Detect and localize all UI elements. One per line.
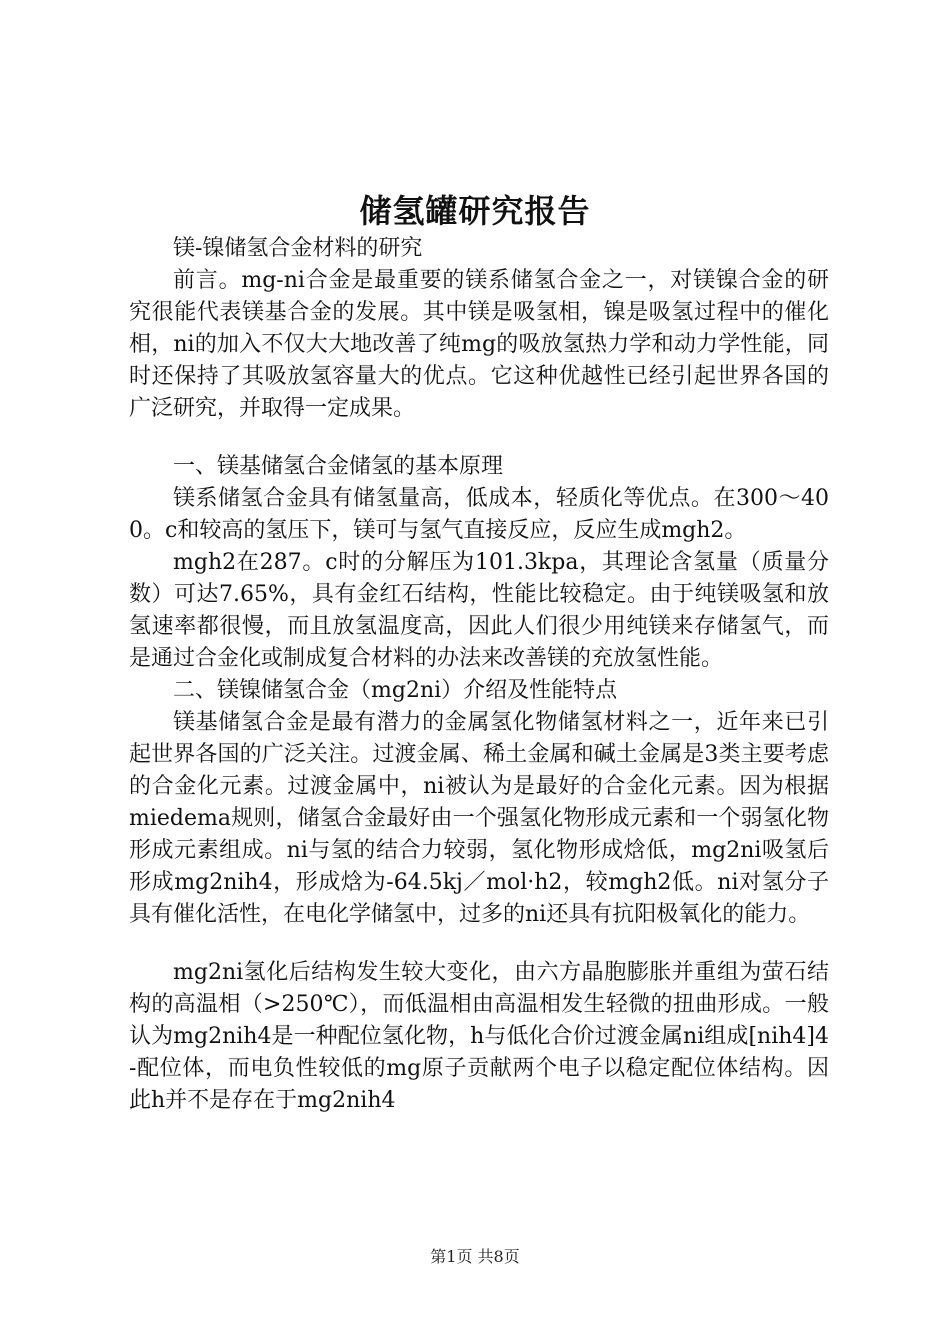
subtitle: 镁-镍储氢合金材料的研究 [173,236,423,261]
paragraph-principle: 镁系储氢合金具有储氢量高，低成本，轻质化等优点。在300～400。c和较高的氢压下，镁可与氢气直接反应，反应生成mgh2。 [129,486,829,543]
paragraph-mg2ni-structure: mg2ni氢化后结构发生较大变化，由六方晶胞膨胀并重组为萤石结构的高温相（>250℃），而低温相由高温相发生轻微的扭曲形成。一般认为mg2nih4是一种配位氢化物，h与低化合价过渡金属ni组成[nih4]4-配位体，而电负性较低的mg原子贡献两个电子以稳定配位体结构。因此h并不是存在于mg2nih4 [129,960,829,1113]
paragraph-gap [129,425,829,451]
paragraph-mg-alloys: 镁基储氢合金是最有潜力的金属氢化物储氢材料之一，近年来已引起世界各国的广泛关注。过渡金属、稀土金属和碱土金属是3类主要考虑的合金化元素。过渡金属中，ni被认为是最好的合金化元素。因为根据miedema规则，储氢合金最好由一个强氢化物形成元素和一个弱氢化物形成元素组成。ni与氢的结合力较弱，氢化物形成焓低，mg2ni吸氢后形成mg2nih4，形成焓为-64.5kj／mol·h2，较mgh2低。ni对氢分子具有催化活性，在电化学储氢中，过多的ni还具有抗阳极氧化的能力。 [129,710,829,927]
section-heading-1: 一、镁基储氢合金储氢的基本原理 [173,454,504,479]
paragraph-mgh2: mgh2在287。c时的分解压为101.3kpa，其理论含氢量（质量分数）可达7.65%，具有金红石结构，性能比较稳定。由于纯镁吸氢和放氢速率都很慢，而且放氢温度高，因此人们很少用纯镁来存储氢气，而是通过合金化或制成复合材料的办法来改善镁的充放氢性能。 [129,550,829,671]
section-heading-2: 二、镁镍储氢合金（mg2ni）介绍及性能特点 [173,678,618,703]
paragraph-preface: 前言。mg-ni合金是最重要的镁系储氢合金之一，对镁镍合金的研究很能代表镁基合金的发展。其中镁是吸氢相，镍是吸氢过程中的催化相，ni的加入不仅大大地改善了纯mg的吸放氢热力学和动力学性能，同时还保持了其吸放氢容量大的优点。它这种优越性已经引起世界各国的广泛研究，并取得一定成果。 [129,268,829,421]
paragraph-gap [129,931,829,957]
page-footer: 第1页 共8页 [430,1247,520,1266]
document-body [129,233,829,1117]
document-title: 储氢罐研究报告 [359,192,591,230]
